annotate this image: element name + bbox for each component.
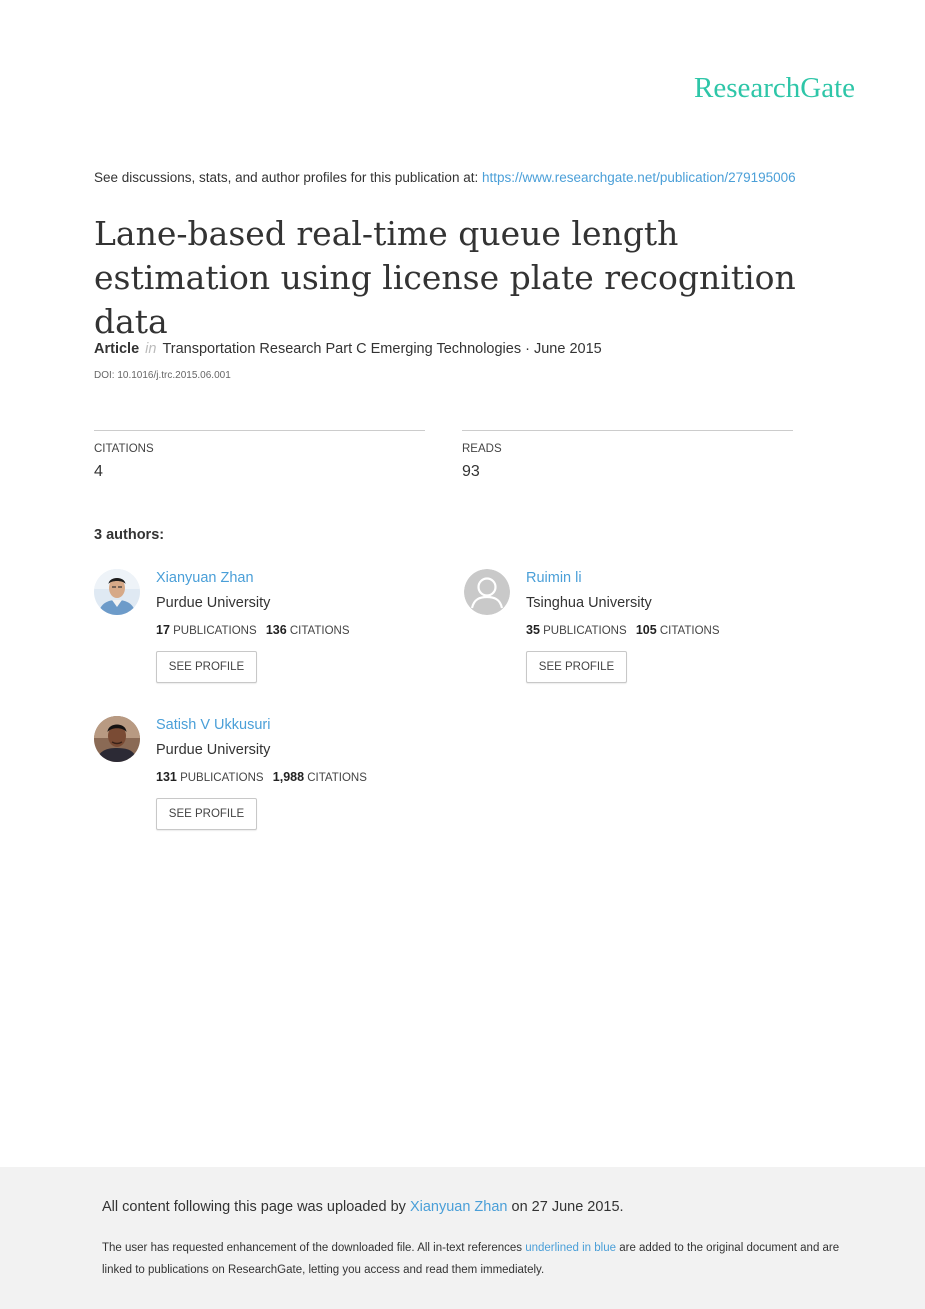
uploaded-prefix: All content following this page was uploaded by — [102, 1199, 406, 1215]
researchgate-logo[interactable]: ResearchGate — [693, 72, 855, 104]
author-info — [156, 716, 446, 830]
see-profile-button[interactable]: SEE PROFILE — [156, 651, 257, 683]
person-photo-icon — [94, 716, 140, 762]
author-name[interactable]: Ruimin li — [526, 570, 582, 586]
author-avatar[interactable] — [464, 569, 510, 615]
in-label: in — [145, 341, 157, 357]
publication-title: Lane-based real-time queue length estimation using license plate recognition data — [94, 214, 796, 341]
publication-meta — [94, 341, 602, 357]
author-name[interactable]: Xianyuan Zhan — [156, 570, 254, 586]
note-suffix: are added to the original document and are linked to publications on ResearchGate, letting you access and read them immediately. — [102, 1242, 840, 1276]
publication-link[interactable]: https://www.researchgate.net/publication/279195006 — [481, 170, 796, 185]
uploaded-suffix: on 27 June 2015. — [511, 1199, 624, 1215]
author-stats — [156, 623, 446, 637]
author-institution: Purdue University — [156, 595, 271, 611]
publications-label: PUBLICATIONS — [173, 625, 257, 637]
citations-label: CITATIONS — [659, 625, 720, 637]
citations-label: CITATIONS — [289, 625, 350, 637]
see-profile-button[interactable]: SEE PROFILE — [156, 798, 257, 830]
publications-label: PUBLICATIONS — [180, 772, 264, 784]
reads-count: 93 — [462, 463, 480, 480]
publications-count: 17 — [156, 623, 170, 637]
doi: DOI: 10.1016/j.trc.2015.06.001 — [94, 370, 231, 381]
author-institution: Purdue University — [156, 742, 271, 758]
reads-label: READS — [462, 443, 502, 455]
author-avatar[interactable] — [94, 716, 140, 762]
citations-count: 4 — [94, 463, 103, 480]
author-stats — [526, 623, 816, 637]
author-info — [526, 569, 816, 683]
discussion-line — [94, 170, 796, 185]
person-photo-icon — [94, 569, 140, 615]
discussion-prefix: See discussions, stats, and author profiles for this publication at: — [94, 170, 479, 185]
see-profile-button[interactable]: SEE PROFILE — [526, 651, 627, 683]
citations-stat — [94, 430, 425, 481]
citations-label: CITATIONS — [94, 443, 154, 455]
citations-count: 105 — [635, 623, 657, 637]
note-link: underlined in blue — [525, 1242, 617, 1254]
author-avatar[interactable] — [94, 569, 140, 615]
citations-label: CITATIONS — [307, 772, 367, 784]
enhancement-note — [102, 1237, 842, 1281]
author-info — [156, 569, 446, 683]
author-institution: Tsinghua University — [526, 595, 652, 611]
uploader-link[interactable]: Xianyuan Zhan — [409, 1199, 508, 1215]
authors-heading: 3 authors: — [94, 527, 165, 543]
default-avatar-icon — [464, 569, 510, 615]
publications-label: PUBLICATIONS — [543, 625, 627, 637]
citations-count: 1,988 — [272, 770, 305, 784]
author-name[interactable]: Satish V Ukkusuri — [156, 717, 271, 733]
upload-info — [102, 1199, 624, 1215]
citations-count: 136 — [265, 623, 287, 637]
publication-type: Article — [94, 341, 140, 357]
journal-name[interactable]: Transportation Research Part C Emerging Technologies · June 2015 — [162, 341, 602, 357]
publications-count: 35 — [526, 623, 540, 637]
publications-count: 131 — [156, 770, 177, 784]
note-prefix: The user has requested enhancement of the downloaded file. All in-text references — [102, 1242, 523, 1254]
author-stats — [156, 770, 446, 784]
reads-stat — [462, 430, 793, 481]
footer — [0, 1167, 925, 1309]
